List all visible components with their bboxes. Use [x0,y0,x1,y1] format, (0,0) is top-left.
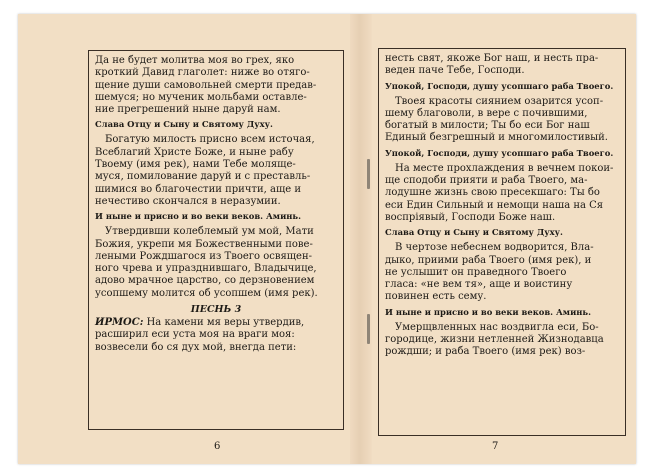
left-paragraph-2: Богатую милость присно всем источая, Всеблагий Христе Боже, и ныне рабу Твоему (имя рек), нами Тебе моляще- муся, помилование даруй и с преставль- шимися во благочестии причти, аще и нечестиво скончался в неразумии. [95,134,315,207]
right-paragraph-3: На месте прохлаждения в вечнем покои- ще сподоби прияти и раба Твоего, ма- лодушне жизнь свою пресекшаго: Ты бо еси Един Сильный и немощи наша на Ся воспріявый, Господи Боже наш. [385,162,614,223]
page-number-right: 7 [492,441,499,452]
right-page [372,14,636,464]
right-refrain-1: Упокой, Господи, душу усопшаго раба Твоего. [385,80,614,91]
booklet-spine [350,14,372,464]
left-doxology-1: Слава Отцу и Сыну и Святому Духу. [95,119,273,130]
song-heading: ПЕСНЬ 3 [190,304,242,316]
left-doxology-2: И ныне и присно и во веки веков. Аминь. [95,211,302,222]
page-number-left: 6 [214,441,221,452]
right-page-frame [378,48,626,436]
irmos-paragraph [95,317,337,354]
right-doxology-1: Слава Отцу и Сыну и Святому Духу. [385,227,563,238]
left-page [18,14,350,464]
right-paragraph-4: В чертозе небеснем водворится, Вла- дыко, приими раба Твоего (имя рек), и не услышит он праведного Твоего гласа: «не вем тя», аще и воистину повинен есть сему. [385,242,594,303]
right-paragraph-5: Умерщвленных нас воздвигла еси, Бо- городице, жизни нетленней Жизнодавца рождши; и раба Твоего (имя рек) воз- [385,321,604,358]
irmos-label: ИРМОС: [95,317,144,329]
right-paragraph-1: несть свят, якоже Бог наш, и несть пра- веден паче Тебе, Господи. [385,53,599,77]
staple-top [367,159,370,189]
irmos-text: На камени мя веры утвердив, расширил еси уста моя на враги моя: возвесели бо ся дух мой, внегда пети: [95,317,305,353]
left-paragraph-3: Утвердивши колеблемый ум мой, Мати Божия, укрепи мя Божественными пове- леными Рождшагося из Твоего освящен- ного чрева и упразднившаго, Владычице, адово мрачное царство, со дерзновением усопшему молится об усопшем (имя рек). [95,226,318,299]
left-page-frame [88,50,344,430]
left-paragraph-1: Да не будет молитва моя во грех, яко кроткий Давид глаголет: ниже во отяго- щение души самовольней смерти предав- шемуся; но мученик мольбами оставле- ние прегрешений ныне даруй нам. [95,55,317,116]
staple-bottom [367,314,370,344]
right-refrain-2: Упокой, Господи, душу усопшаго раба Твоего. [385,147,614,158]
right-doxology-2: И ныне и присно и во веки веков. Аминь. [385,306,592,317]
right-paragraph-2: Твоея красоты сиянием озарится усоп- шему благоволи, в вере с почившими, богатый в милости; Ты бо еси Бог наш Единый безгрешный и многомилостивый. [385,95,608,144]
open-booklet [18,14,636,464]
